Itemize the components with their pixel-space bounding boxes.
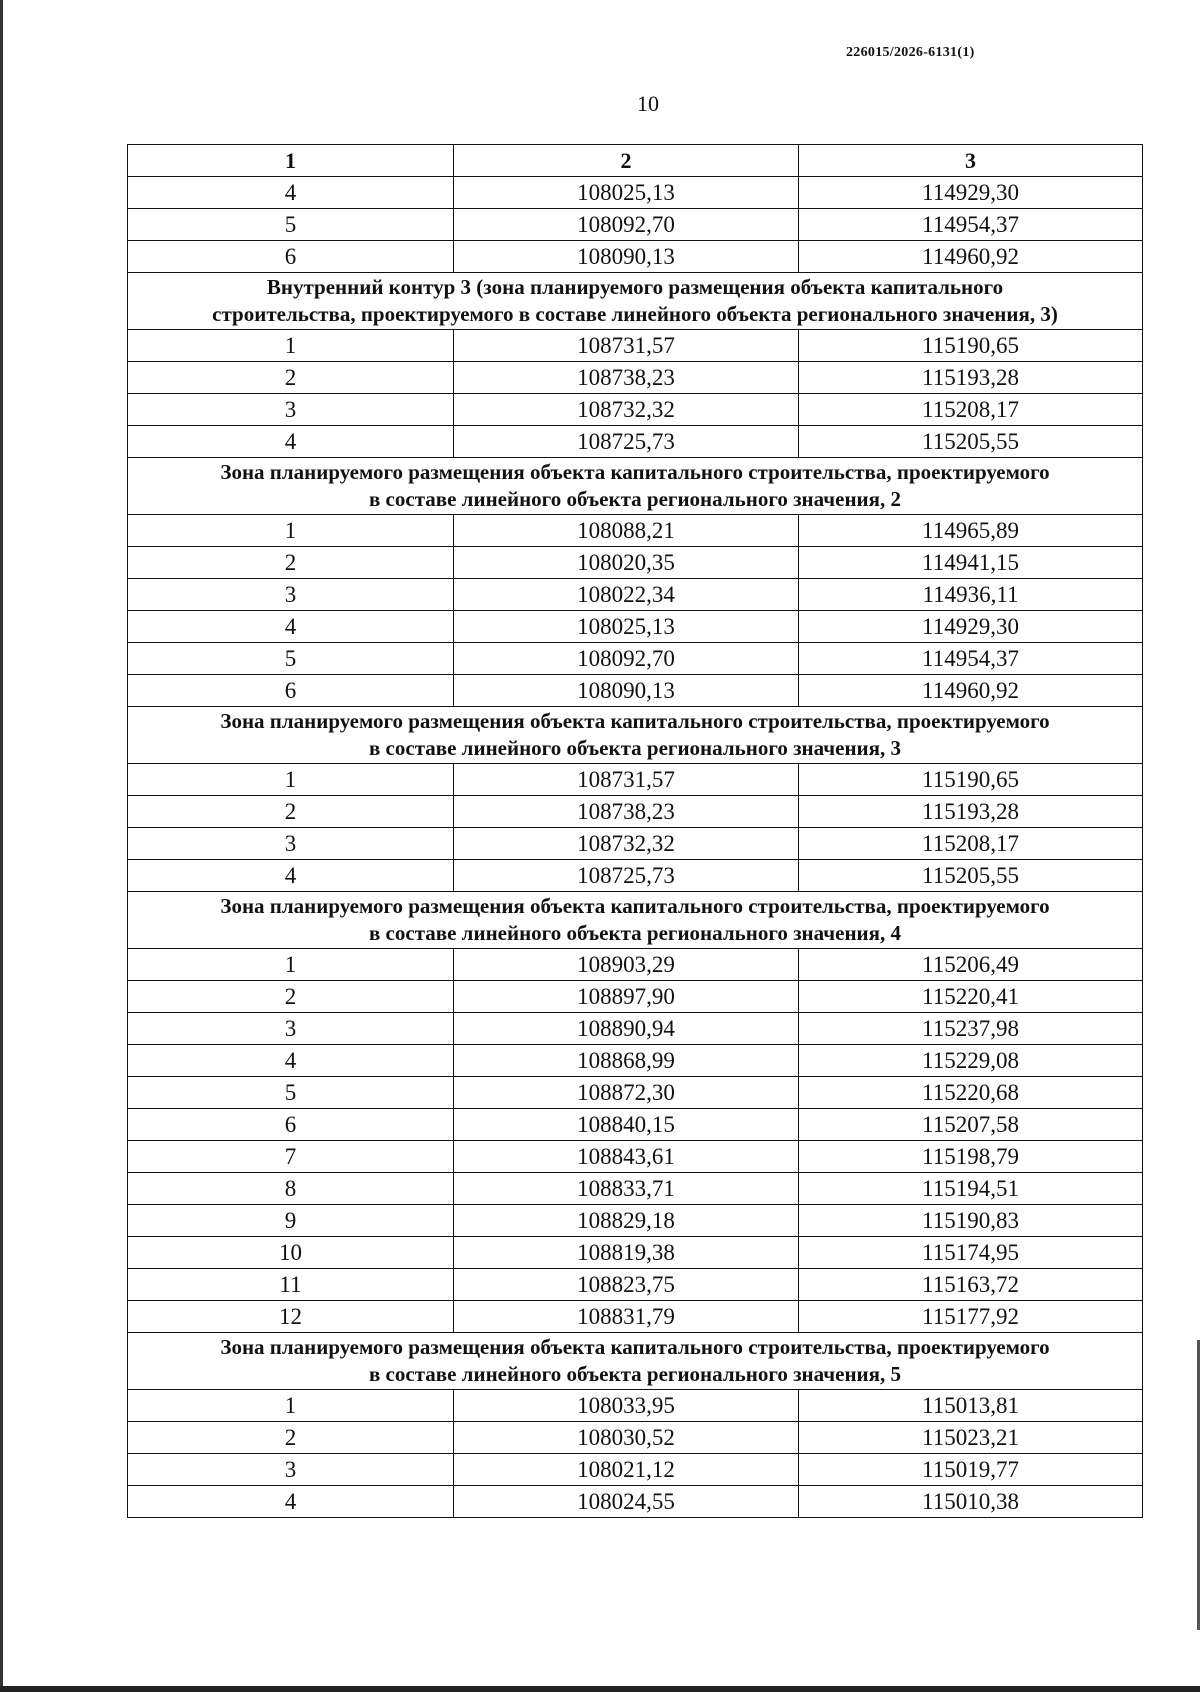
cell-x-coordinate: 108738,23 bbox=[454, 362, 799, 394]
cell-x-coordinate: 108872,30 bbox=[454, 1077, 799, 1109]
section-heading bbox=[128, 707, 1143, 764]
table-row bbox=[128, 515, 1143, 547]
table-row bbox=[128, 1077, 1143, 1109]
table-row bbox=[128, 949, 1143, 981]
cell-y-coordinate: 115194,51 bbox=[799, 1173, 1143, 1205]
cell-point-number: 6 bbox=[128, 675, 454, 707]
cell-y-coordinate: 115193,28 bbox=[799, 796, 1143, 828]
cell-x-coordinate: 108725,73 bbox=[454, 860, 799, 892]
cell-x-coordinate: 108025,13 bbox=[454, 177, 799, 209]
cell-x-coordinate: 108738,23 bbox=[454, 796, 799, 828]
cell-x-coordinate: 108833,71 bbox=[454, 1173, 799, 1205]
cell-y-coordinate: 115177,92 bbox=[799, 1301, 1143, 1333]
table-row bbox=[128, 579, 1143, 611]
cell-y-coordinate: 115220,41 bbox=[799, 981, 1143, 1013]
cell-point-number: 9 bbox=[128, 1205, 454, 1237]
document-registration-number: 226015/2026-6131(1) bbox=[846, 45, 975, 60]
cell-point-number: 12 bbox=[128, 1301, 454, 1333]
section-heading-row bbox=[128, 707, 1143, 764]
cell-point-number: 11 bbox=[128, 1269, 454, 1301]
coordinates-table-body bbox=[128, 145, 1143, 1518]
cell-point-number: 3 bbox=[128, 828, 454, 860]
cell-y-coordinate: 115229,08 bbox=[799, 1045, 1143, 1077]
cell-x-coordinate: 108903,29 bbox=[454, 949, 799, 981]
cell-point-number: 8 bbox=[128, 1173, 454, 1205]
cell-y-coordinate: 114954,37 bbox=[799, 643, 1143, 675]
cell-x-coordinate: 108831,79 bbox=[454, 1301, 799, 1333]
cell-point-number: 2 bbox=[128, 981, 454, 1013]
table-row bbox=[128, 241, 1143, 273]
cell-point-number: 3 bbox=[128, 579, 454, 611]
cell-x-coordinate: 108092,70 bbox=[454, 643, 799, 675]
cell-point-number: 7 bbox=[128, 1141, 454, 1173]
table-row bbox=[128, 828, 1143, 860]
section-heading-line: в составе линейного объекта регионального значения, 3 bbox=[368, 736, 902, 760]
table-row bbox=[128, 1269, 1143, 1301]
table-header-row bbox=[128, 145, 1143, 177]
cell-point-number: 2 bbox=[128, 1422, 454, 1454]
cell-y-coordinate: 115023,21 bbox=[799, 1422, 1143, 1454]
header-cell-x: 2 bbox=[454, 145, 799, 177]
cell-y-coordinate: 114954,37 bbox=[799, 209, 1143, 241]
cell-y-coordinate: 115010,38 bbox=[799, 1486, 1143, 1518]
cell-x-coordinate: 108092,70 bbox=[454, 209, 799, 241]
cell-point-number: 3 bbox=[128, 1454, 454, 1486]
cell-x-coordinate: 108731,57 bbox=[454, 330, 799, 362]
cell-y-coordinate: 115206,49 bbox=[799, 949, 1143, 981]
section-heading-row bbox=[128, 892, 1143, 949]
cell-x-coordinate: 108840,15 bbox=[454, 1109, 799, 1141]
table-row bbox=[128, 362, 1143, 394]
scan-edge-left bbox=[0, 0, 3, 1692]
table-row bbox=[128, 611, 1143, 643]
cell-x-coordinate: 108868,99 bbox=[454, 1045, 799, 1077]
cell-point-number: 2 bbox=[128, 547, 454, 579]
cell-point-number: 1 bbox=[128, 949, 454, 981]
cell-y-coordinate: 114929,30 bbox=[799, 177, 1143, 209]
table-row bbox=[128, 394, 1143, 426]
cell-y-coordinate: 114960,92 bbox=[799, 675, 1143, 707]
table-row bbox=[128, 1173, 1143, 1205]
table-row bbox=[128, 177, 1143, 209]
cell-x-coordinate: 108829,18 bbox=[454, 1205, 799, 1237]
cell-point-number: 4 bbox=[128, 611, 454, 643]
table-row bbox=[128, 1109, 1143, 1141]
table-row bbox=[128, 1390, 1143, 1422]
table-row bbox=[128, 1045, 1143, 1077]
table-row bbox=[128, 1454, 1143, 1486]
cell-point-number: 1 bbox=[128, 515, 454, 547]
table-row bbox=[128, 1205, 1143, 1237]
cell-x-coordinate: 108843,61 bbox=[454, 1141, 799, 1173]
section-heading-line: строительства, проектируемого в составе линейного объекта регионального значения, 3) bbox=[212, 302, 1058, 326]
table-row bbox=[128, 547, 1143, 579]
cell-point-number: 4 bbox=[128, 177, 454, 209]
cell-x-coordinate: 108033,95 bbox=[454, 1390, 799, 1422]
cell-x-coordinate: 108823,75 bbox=[454, 1269, 799, 1301]
cell-y-coordinate: 115174,95 bbox=[799, 1237, 1143, 1269]
table-row bbox=[128, 209, 1143, 241]
cell-point-number: 6 bbox=[128, 1109, 454, 1141]
cell-point-number: 5 bbox=[128, 209, 454, 241]
cell-y-coordinate: 114960,92 bbox=[799, 241, 1143, 273]
table-row bbox=[128, 981, 1143, 1013]
section-heading-line: в составе линейного объекта регионального значения, 5 bbox=[368, 1362, 902, 1386]
cell-x-coordinate: 108088,21 bbox=[454, 515, 799, 547]
section-heading-row bbox=[128, 1333, 1143, 1390]
cell-y-coordinate: 115190,65 bbox=[799, 330, 1143, 362]
cell-y-coordinate: 115193,28 bbox=[799, 362, 1143, 394]
cell-x-coordinate: 108022,34 bbox=[454, 579, 799, 611]
header-cell-y: 3 bbox=[799, 145, 1143, 177]
cell-x-coordinate: 108024,55 bbox=[454, 1486, 799, 1518]
section-heading bbox=[128, 892, 1143, 949]
table-row bbox=[128, 796, 1143, 828]
table-row bbox=[128, 643, 1143, 675]
cell-point-number: 5 bbox=[128, 1077, 454, 1109]
cell-point-number: 4 bbox=[128, 1486, 454, 1518]
cell-y-coordinate: 115190,65 bbox=[799, 764, 1143, 796]
header-cell-point-number: 1 bbox=[128, 145, 454, 177]
cell-x-coordinate: 108030,52 bbox=[454, 1422, 799, 1454]
section-heading-row bbox=[128, 458, 1143, 515]
section-heading bbox=[128, 458, 1143, 515]
cell-point-number: 5 bbox=[128, 643, 454, 675]
coordinates-table bbox=[127, 144, 1143, 1518]
table-row bbox=[128, 1141, 1143, 1173]
cell-x-coordinate: 108090,13 bbox=[454, 241, 799, 273]
page-number: 10 bbox=[637, 91, 659, 116]
section-heading-row bbox=[128, 273, 1143, 330]
cell-y-coordinate: 115205,55 bbox=[799, 426, 1143, 458]
cell-point-number: 4 bbox=[128, 860, 454, 892]
cell-point-number: 1 bbox=[128, 330, 454, 362]
table-row bbox=[128, 860, 1143, 892]
table-row bbox=[128, 675, 1143, 707]
cell-x-coordinate: 108731,57 bbox=[454, 764, 799, 796]
cell-x-coordinate: 108021,12 bbox=[454, 1454, 799, 1486]
cell-point-number: 4 bbox=[128, 1045, 454, 1077]
cell-y-coordinate: 114936,11 bbox=[799, 579, 1143, 611]
cell-point-number: 10 bbox=[128, 1237, 454, 1269]
table-row bbox=[128, 1237, 1143, 1269]
cell-x-coordinate: 108732,32 bbox=[454, 394, 799, 426]
cell-x-coordinate: 108020,35 bbox=[454, 547, 799, 579]
cell-y-coordinate: 115220,68 bbox=[799, 1077, 1143, 1109]
section-heading bbox=[128, 273, 1143, 330]
section-heading-line: Зона планируемого размещения объекта капитального строительства, проектируемого bbox=[220, 460, 1050, 484]
section-heading bbox=[128, 1333, 1143, 1390]
cell-point-number: 1 bbox=[128, 1390, 454, 1422]
cell-y-coordinate: 115207,58 bbox=[799, 1109, 1143, 1141]
table-row bbox=[128, 1422, 1143, 1454]
cell-y-coordinate: 115205,55 bbox=[799, 860, 1143, 892]
cell-x-coordinate: 108819,38 bbox=[454, 1237, 799, 1269]
table-row bbox=[128, 1301, 1143, 1333]
cell-point-number: 3 bbox=[128, 394, 454, 426]
cell-x-coordinate: 108025,13 bbox=[454, 611, 799, 643]
cell-y-coordinate: 115019,77 bbox=[799, 1454, 1143, 1486]
section-heading-line: Внутренний контур 3 (зона планируемого размещения объекта капитального bbox=[266, 275, 1004, 299]
cell-y-coordinate: 114941,15 bbox=[799, 547, 1143, 579]
scan-edge-bottom bbox=[0, 1686, 1200, 1692]
cell-point-number: 6 bbox=[128, 241, 454, 273]
section-heading-line: в составе линейного объекта регионального значения, 2 bbox=[368, 487, 902, 511]
cell-point-number: 2 bbox=[128, 362, 454, 394]
cell-point-number: 1 bbox=[128, 764, 454, 796]
table-row bbox=[128, 1013, 1143, 1045]
table-row bbox=[128, 330, 1143, 362]
section-heading-line: Зона планируемого размещения объекта капитального строительства, проектируемого bbox=[220, 709, 1050, 733]
cell-x-coordinate: 108890,94 bbox=[454, 1013, 799, 1045]
cell-point-number: 4 bbox=[128, 426, 454, 458]
section-heading-line: Зона планируемого размещения объекта капитального строительства, проектируемого bbox=[220, 894, 1050, 918]
table-row bbox=[128, 764, 1143, 796]
section-heading-line: в составе линейного объекта регионального значения, 4 bbox=[368, 921, 902, 945]
cell-y-coordinate: 114929,30 bbox=[799, 611, 1143, 643]
cell-x-coordinate: 108732,32 bbox=[454, 828, 799, 860]
table-row bbox=[128, 426, 1143, 458]
section-heading-line: Зона планируемого размещения объекта капитального строительства, проектируемого bbox=[220, 1335, 1050, 1359]
cell-y-coordinate: 115163,72 bbox=[799, 1269, 1143, 1301]
cell-y-coordinate: 115237,98 bbox=[799, 1013, 1143, 1045]
cell-point-number: 2 bbox=[128, 796, 454, 828]
cell-x-coordinate: 108897,90 bbox=[454, 981, 799, 1013]
table-row bbox=[128, 1486, 1143, 1518]
cell-y-coordinate: 115208,17 bbox=[799, 394, 1143, 426]
cell-x-coordinate: 108725,73 bbox=[454, 426, 799, 458]
cell-y-coordinate: 115198,79 bbox=[799, 1141, 1143, 1173]
cell-y-coordinate: 115013,81 bbox=[799, 1390, 1143, 1422]
cell-point-number: 3 bbox=[128, 1013, 454, 1045]
cell-y-coordinate: 114965,89 bbox=[799, 515, 1143, 547]
cell-y-coordinate: 115190,83 bbox=[799, 1205, 1143, 1237]
cell-x-coordinate: 108090,13 bbox=[454, 675, 799, 707]
cell-y-coordinate: 115208,17 bbox=[799, 828, 1143, 860]
